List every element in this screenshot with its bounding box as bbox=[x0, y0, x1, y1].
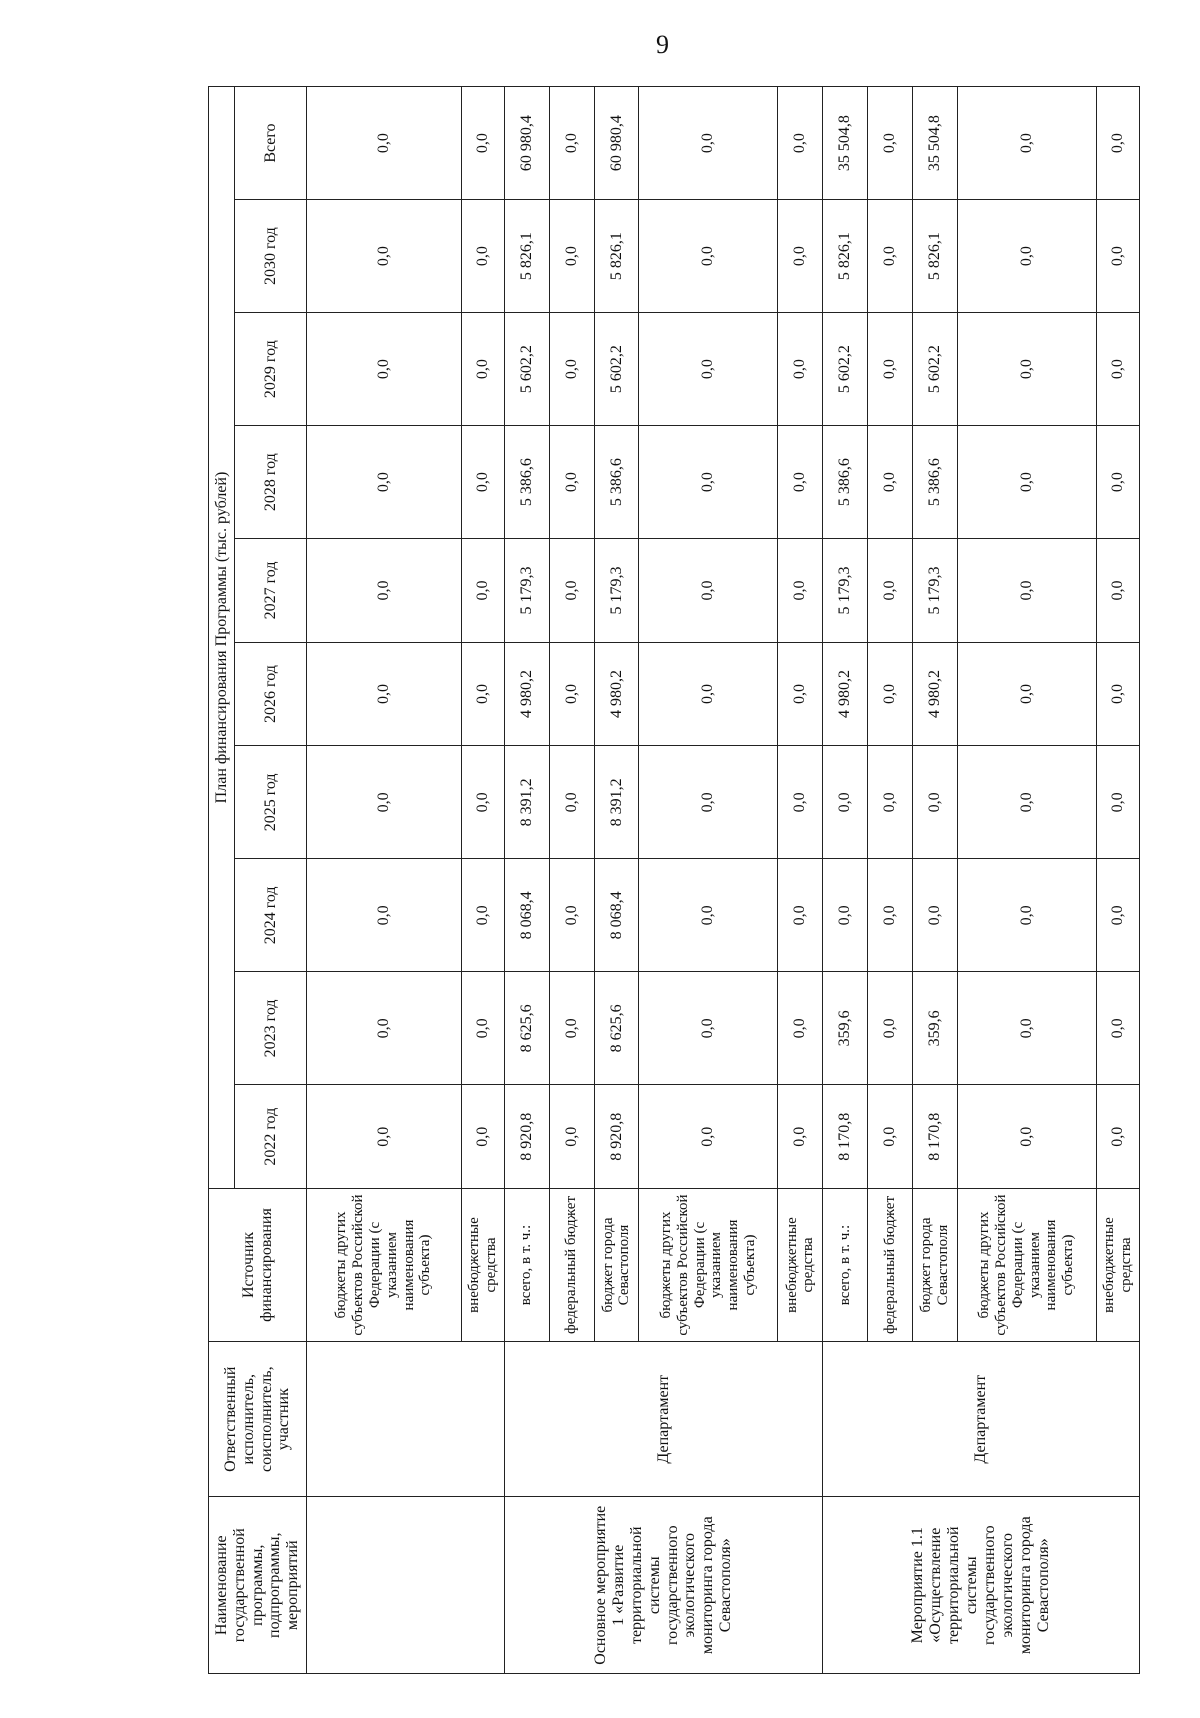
year-value-cell: 0,0 bbox=[957, 1085, 1096, 1189]
year-value-cell: 0,0 bbox=[912, 746, 957, 859]
year-value-cell: 0,0 bbox=[549, 972, 594, 1085]
funding-source-cell: федеральный бюджет bbox=[868, 1188, 913, 1341]
year-value-cell: 8 625,6 bbox=[504, 972, 549, 1085]
year-value-cell: 0,0 bbox=[1096, 972, 1139, 1085]
year-value-cell: 8 920,8 bbox=[594, 1085, 639, 1189]
year-value-cell: 8 391,2 bbox=[504, 746, 549, 859]
year-value-cell: 0,0 bbox=[778, 972, 823, 1085]
year-value-cell: 0,0 bbox=[639, 313, 778, 426]
header-year: 2027 год bbox=[235, 539, 307, 643]
year-value-cell: 0,0 bbox=[868, 539, 913, 643]
year-value-cell: 0,0 bbox=[1096, 859, 1139, 972]
total-value-cell: 0,0 bbox=[1096, 87, 1139, 200]
activity-name-cell: Мероприятие 1.1 «Осуществление территориальной системы государственного экологического мониторинга города Севастополя» bbox=[823, 1497, 1140, 1674]
total-value-cell: 0,0 bbox=[868, 87, 913, 200]
year-value-cell: 5 179,3 bbox=[912, 539, 957, 643]
table-row bbox=[504, 87, 549, 1674]
year-value-cell: 0,0 bbox=[461, 859, 504, 972]
year-value-cell: 0,0 bbox=[1096, 642, 1139, 746]
rotated-table-container bbox=[208, 86, 1140, 1674]
total-value-cell: 0,0 bbox=[639, 87, 778, 200]
year-value-cell: 0,0 bbox=[307, 539, 462, 643]
header-year: 2025 год bbox=[235, 746, 307, 859]
year-value-cell: 0,0 bbox=[307, 313, 462, 426]
total-value-cell: 60 980,4 bbox=[594, 87, 639, 200]
year-value-cell: 0,0 bbox=[868, 642, 913, 746]
responsible-cell: Департамент bbox=[823, 1342, 1140, 1497]
year-value-cell: 8 920,8 bbox=[504, 1085, 549, 1189]
year-value-cell: 4 980,2 bbox=[504, 642, 549, 746]
year-value-cell: 0,0 bbox=[461, 1085, 504, 1189]
table-row bbox=[823, 87, 868, 1674]
total-value-cell: 35 504,8 bbox=[912, 87, 957, 200]
year-value-cell: 0,0 bbox=[778, 200, 823, 313]
year-value-cell: 0,0 bbox=[957, 859, 1096, 972]
year-value-cell: 5 826,1 bbox=[912, 200, 957, 313]
year-value-cell: 0,0 bbox=[549, 426, 594, 539]
year-value-cell: 0,0 bbox=[639, 200, 778, 313]
total-value-cell: 0,0 bbox=[778, 87, 823, 200]
table-row bbox=[307, 87, 462, 1674]
year-value-cell: 0,0 bbox=[307, 426, 462, 539]
year-value-cell: 8 170,8 bbox=[912, 1085, 957, 1189]
year-value-cell: 5 602,2 bbox=[912, 313, 957, 426]
year-value-cell: 4 980,2 bbox=[912, 642, 957, 746]
year-value-cell: 0,0 bbox=[868, 426, 913, 539]
header-source: Источник финансирования bbox=[209, 1188, 307, 1341]
year-value-cell: 0,0 bbox=[778, 313, 823, 426]
funding-source-cell: внебюджетные средства bbox=[778, 1188, 823, 1341]
year-value-cell: 0,0 bbox=[1096, 539, 1139, 643]
year-value-cell: 5 826,1 bbox=[823, 200, 868, 313]
year-value-cell: 0,0 bbox=[868, 972, 913, 1085]
year-value-cell: 5 386,6 bbox=[504, 426, 549, 539]
year-value-cell: 0,0 bbox=[549, 200, 594, 313]
year-value-cell: 0,0 bbox=[1096, 200, 1139, 313]
year-value-cell: 0,0 bbox=[778, 859, 823, 972]
year-value-cell: 0,0 bbox=[461, 746, 504, 859]
total-value-cell: 0,0 bbox=[307, 87, 462, 200]
year-value-cell: 0,0 bbox=[957, 642, 1096, 746]
year-value-cell: 0,0 bbox=[868, 859, 913, 972]
year-value-cell: 8 068,4 bbox=[594, 859, 639, 972]
year-value-cell: 5 179,3 bbox=[823, 539, 868, 643]
year-value-cell: 0,0 bbox=[549, 746, 594, 859]
year-value-cell: 0,0 bbox=[868, 200, 913, 313]
total-value-cell: 0,0 bbox=[549, 87, 594, 200]
header-year: 2022 год bbox=[235, 1085, 307, 1189]
header-year: 2024 год bbox=[235, 859, 307, 972]
financing-table-frame bbox=[208, 86, 1140, 1674]
year-value-cell: 0,0 bbox=[778, 746, 823, 859]
funding-source-cell: всего, в т. ч.: bbox=[504, 1188, 549, 1341]
year-value-cell: 0,0 bbox=[778, 642, 823, 746]
header-name: Наименование государственной программы, подпрограммы, мероприятий bbox=[209, 1497, 307, 1674]
total-value-cell: 35 504,8 bbox=[823, 87, 868, 200]
year-value-cell: 0,0 bbox=[823, 746, 868, 859]
year-value-cell: 0,0 bbox=[1096, 426, 1139, 539]
total-value-cell: 60 980,4 bbox=[504, 87, 549, 200]
year-value-cell: 0,0 bbox=[639, 642, 778, 746]
year-value-cell: 0,0 bbox=[957, 539, 1096, 643]
year-value-cell: 0,0 bbox=[1096, 746, 1139, 859]
year-value-cell: 5 179,3 bbox=[594, 539, 639, 643]
year-value-cell: 0,0 bbox=[461, 426, 504, 539]
year-value-cell: 0,0 bbox=[868, 1085, 913, 1189]
funding-source-cell: бюджеты других субъектов Российской Федерации (с указанием наименования субъекта) bbox=[639, 1188, 778, 1341]
funding-source-cell: бюджет города Севастополя bbox=[594, 1188, 639, 1341]
funding-source-cell: всего, в т. ч.: bbox=[823, 1188, 868, 1341]
year-value-cell: 0,0 bbox=[778, 539, 823, 643]
year-value-cell: 0,0 bbox=[639, 972, 778, 1085]
header-plan: План финансирования Программы (тыс. рублей) bbox=[209, 87, 235, 1189]
year-value-cell: 5 386,6 bbox=[823, 426, 868, 539]
year-value-cell: 0,0 bbox=[307, 972, 462, 1085]
year-value-cell: 5 602,2 bbox=[823, 313, 868, 426]
year-value-cell: 0,0 bbox=[639, 426, 778, 539]
year-value-cell: 0,0 bbox=[957, 200, 1096, 313]
responsible-cell bbox=[307, 1342, 505, 1497]
total-value-cell: 0,0 bbox=[461, 87, 504, 200]
header-year: 2030 год bbox=[235, 200, 307, 313]
year-value-cell: 0,0 bbox=[307, 1085, 462, 1189]
year-value-cell: 0,0 bbox=[868, 746, 913, 859]
year-value-cell: 0,0 bbox=[823, 859, 868, 972]
year-value-cell: 0,0 bbox=[957, 972, 1096, 1085]
header-responsible: Ответственный исполнитель, соисполнитель, участник bbox=[209, 1342, 307, 1497]
year-value-cell: 4 980,2 bbox=[823, 642, 868, 746]
year-value-cell: 5 826,1 bbox=[594, 200, 639, 313]
table-body bbox=[307, 87, 1140, 1674]
activity-name-cell: Основное мероприятие 1 «Развитие территориальной системы государственного экологического мониторинга города Севастополя» bbox=[504, 1497, 822, 1674]
header-year: 2029 год bbox=[235, 313, 307, 426]
year-value-cell: 0,0 bbox=[1096, 313, 1139, 426]
year-value-cell: 0,0 bbox=[639, 746, 778, 859]
year-value-cell: 0,0 bbox=[461, 972, 504, 1085]
funding-source-cell: бюджет города Севастополя bbox=[912, 1188, 957, 1341]
year-value-cell: 359,6 bbox=[823, 972, 868, 1085]
year-value-cell: 8 625,6 bbox=[594, 972, 639, 1085]
year-value-cell: 5 602,2 bbox=[504, 313, 549, 426]
year-value-cell: 5 386,6 bbox=[912, 426, 957, 539]
header-total: Всего bbox=[235, 87, 307, 200]
funding-source-cell: бюджеты других субъектов Российской Федерации (с указанием наименования субъекта) bbox=[957, 1188, 1096, 1341]
year-value-cell: 0,0 bbox=[1096, 1085, 1139, 1189]
year-value-cell: 0,0 bbox=[957, 313, 1096, 426]
year-value-cell: 0,0 bbox=[461, 539, 504, 643]
year-value-cell: 0,0 bbox=[549, 1085, 594, 1189]
year-value-cell: 0,0 bbox=[957, 426, 1096, 539]
year-value-cell: 8 391,2 bbox=[594, 746, 639, 859]
activity-name-cell bbox=[307, 1497, 505, 1674]
total-value-cell: 0,0 bbox=[957, 87, 1096, 200]
table-header bbox=[209, 87, 307, 1674]
funding-source-cell: федеральный бюджет bbox=[549, 1188, 594, 1341]
year-value-cell: 5 386,6 bbox=[594, 426, 639, 539]
year-value-cell: 0,0 bbox=[549, 313, 594, 426]
header-year: 2028 год bbox=[235, 426, 307, 539]
financing-table bbox=[208, 86, 1140, 1674]
year-value-cell: 0,0 bbox=[307, 859, 462, 972]
year-value-cell: 0,0 bbox=[639, 859, 778, 972]
year-value-cell: 0,0 bbox=[549, 642, 594, 746]
year-value-cell: 8 170,8 bbox=[823, 1085, 868, 1189]
header-year: 2023 год bbox=[235, 972, 307, 1085]
year-value-cell: 8 068,4 bbox=[504, 859, 549, 972]
year-value-cell: 0,0 bbox=[778, 1085, 823, 1189]
year-value-cell: 0,0 bbox=[307, 746, 462, 859]
year-value-cell: 4 980,2 bbox=[594, 642, 639, 746]
year-value-cell: 0,0 bbox=[461, 313, 504, 426]
header-year: 2026 год bbox=[235, 642, 307, 746]
year-value-cell: 0,0 bbox=[957, 746, 1096, 859]
year-value-cell: 5 179,3 bbox=[504, 539, 549, 643]
page-number: 9 bbox=[656, 30, 669, 59]
funding-source-cell: внебюджетные средства bbox=[1096, 1188, 1139, 1341]
year-value-cell: 0,0 bbox=[307, 642, 462, 746]
year-value-cell: 359,6 bbox=[912, 972, 957, 1085]
year-value-cell: 0,0 bbox=[912, 859, 957, 972]
year-value-cell: 5 826,1 bbox=[504, 200, 549, 313]
year-value-cell: 0,0 bbox=[639, 539, 778, 643]
responsible-cell: Департамент bbox=[504, 1342, 822, 1497]
year-value-cell: 0,0 bbox=[778, 426, 823, 539]
funding-source-cell: бюджеты других субъектов Российской Федерации (с указанием наименования субъекта) bbox=[307, 1188, 462, 1341]
year-value-cell: 0,0 bbox=[307, 200, 462, 313]
year-value-cell: 0,0 bbox=[461, 642, 504, 746]
year-value-cell: 0,0 bbox=[549, 859, 594, 972]
year-value-cell: 0,0 bbox=[639, 1085, 778, 1189]
year-value-cell: 0,0 bbox=[461, 200, 504, 313]
funding-source-cell: внебюджетные средства bbox=[461, 1188, 504, 1341]
year-value-cell: 5 602,2 bbox=[594, 313, 639, 426]
year-value-cell: 0,0 bbox=[549, 539, 594, 643]
year-value-cell: 0,0 bbox=[868, 313, 913, 426]
